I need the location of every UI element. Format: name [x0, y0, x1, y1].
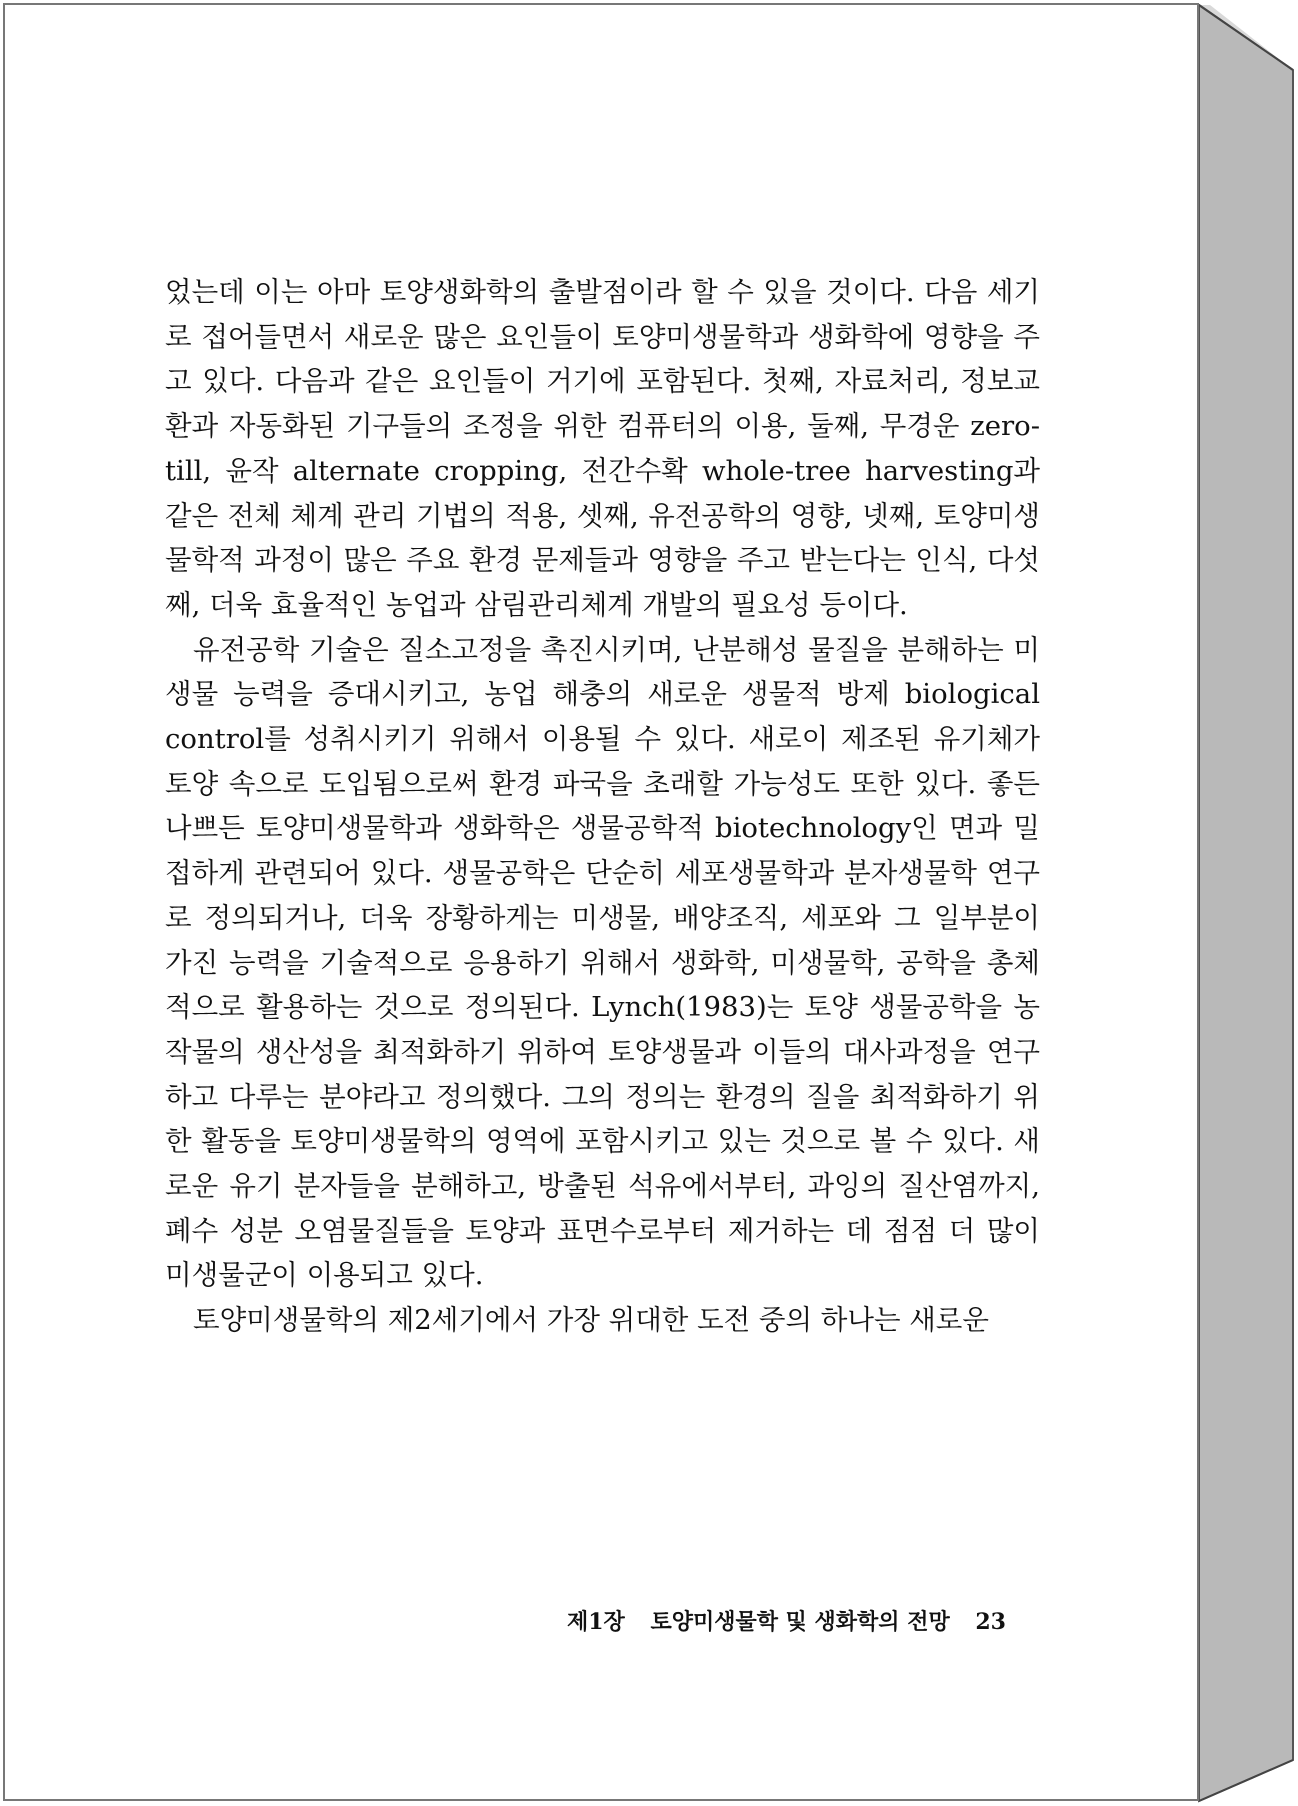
footer-chapter-title: 토양미생물학 및 생화학의 전망	[650, 1609, 950, 1635]
book-edge-side-face	[1199, 5, 1293, 1801]
body-text	[165, 270, 1040, 1343]
paragraph-1: 었는데 이는 아마 토양생화학의 출발점이라 할 수 있을 것이다. 다음 세기로 접어들면서 새로운 많은 요인들이 토양미생물학과 생화학에 영향을 주고 있다. 다음과 같은 요인들이 거기에 포함된다. 첫째, 자료처리, 정보교환과 자동화된 기구들의 조정을 위한 컴퓨터의 이용, 둘째, 무경운 zero-till, 윤작 alternate cropping, 전간수확 whole-tree harvesting과 같은 전체 체계 관리 기법의 적용, 셋째, 유전공학의 영향, 넷째, 토양미생물학적 과정이 많은 주요 환경 문제들과 영향을 주고 받는다는 인식, 다섯째, 더욱 효율적인 농업과 삼림관리체계 개발의 필요성 등이다.	[165, 276, 1040, 621]
running-footer	[567, 1605, 1006, 1636]
paragraph-2: 유전공학 기술은 질소고정을 촉진시키며, 난분해성 물질을 분해하는 미생물 능력을 증대시키고, 농업 해충의 새로운 생물적 방제 biological control를 성취시키기 위해서 이용될 수 있다. 새로이 제조된 유기체가 토양 속으로 도입됨으로써 환경 파국을 초래할 가능성도 또한 있다. 좋든 나쁘든 토양미생물학과 생화학은 생물공학적 biotechnology인 면과 밀접하게 관련되어 있다. 생물공학은 단순히 세포생물학과 분자생물학 연구로 정의되거나, 더욱 장황하게는 미생물, 배양조직, 세포와 그 일부분이 가진 능력을 기술적으로 응용하기 위해서 생화학, 미생물학, 공학을 총체적으로 활용하는 것으로 정의된다. Lynch(1983)는 토양 생물공학을 농작물의 생산성을 최적화하기 위하여 토양생물과 이들의 대사과정을 연구하고 다루는 분야라고 정의했다. 그의 정의는 환경의 질을 최적화하기 위한 활동을 토양미생물학의 영역에 포함시키고 있는 것으로 볼 수 있다. 새로운 유기 분자들을 분해하고, 방출된 석유에서부터, 과잉의 질산염까지, 폐수 성분 오염물질들을 토양과 표면수로부터 제거하는 데 점점 더 많이 미생물군이 이용되고 있다.	[165, 633, 1040, 1292]
page-number: 23	[975, 1609, 1006, 1635]
paragraph-3: 토양미생물학의 제2세기에서 가장 위대한 도전 중의 하나는 새로운	[193, 1304, 989, 1337]
footer-chapter: 제1장	[566, 1609, 625, 1635]
